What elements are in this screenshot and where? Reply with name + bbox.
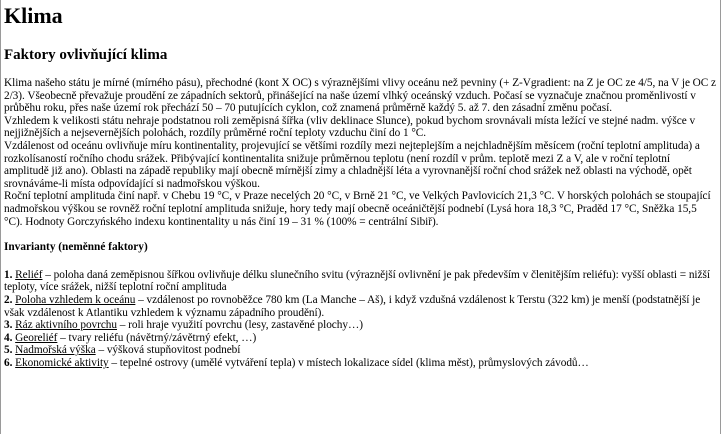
item-text: – vzdálenost po rovnoběžce 780 km (La Manche – Aš), i když vzdušná vzdálenost k Terstu (322 km) je menší (podstatnější je však vzdálenost k Atlantiku vzhledem k významu západního proudění). <box>4 293 701 319</box>
list-item <box>4 294 716 319</box>
item-term: Reliéf <box>15 268 43 281</box>
item-text: – výšková stupňovitost podnebí <box>95 344 241 357</box>
climate-description <box>4 77 716 228</box>
item-text: – roli hraje využití povrchu (lesy, zastavěné plochy…) <box>117 319 363 332</box>
item-number: 6. <box>4 356 13 369</box>
paragraph-continentality: Vzdálenost od oceánu ovlivňuje míru kontinentality, projevující se většími rozdíly mezi nejteplejším a nejchladnějším měsícem (roční teplotní amplituda) a rozkolísaností ročního chodu srážek. Přibývající kontinentalita snižuje průměrnou teplotu (není rozdíl v prům. teplotě mezi Z a V, ale v roční teplotní amplitudě již ano). Oblasti na západě republiky mají obecně mírnější zimy a chladnější léta a vyrovnanější roční chod srážek než oblasti na východě, opět srovnáváme-li místa odpovídající si nadmořskou výškou. <box>4 139 700 190</box>
item-term: Ekonomické aktivity <box>15 356 109 369</box>
item-number: 5. <box>4 344 13 357</box>
paragraph-overview: Klima našeho státu je mírné (mírného pásu), přechodné (kont X OC) s výraznějšími vlivy oceánu než pevniny (+ Z-Vgradient: na Z je OC ze 4/5, na V je OC z 2/3). Všeobecně převažuje proudění ze západních sektorů, přinášející na naše území vlhký oceánský vzduch. Počasí se vyznačuje značnou proměnlivostí v průběhu roku, přes naše území rok přechází 50 – 70 putujících cyklon, což znamená průměrně každý 5. až 7. den zásadní změnu počasí. <box>4 77 717 115</box>
page-title: Klima <box>4 3 63 28</box>
item-number: 4. <box>4 331 13 344</box>
document-page <box>4 0 716 369</box>
item-text: – poloha daná zeměpisnou šířkou ovlivňuje délku slunečního svitu (výraznější ovlivnění je pak především v členitějším reliéfu): vyšší oblasti = nižší teploty, více srážek, nižší teplotní roční amplituda <box>4 268 710 294</box>
paragraph-amplitude: Roční teplotní amplituda činí např. v Chebu 19 °C, v Praze necelých 20 °C, v Brně 21 °C, ve Velkých Pavlovicích 21,3 °C. V horských polohách se stoupající nadmořskou výškou se rovněž roční teplotní amplituda snižuje, hory tedy mají obecně oceáničtější podnebí (Lysá hora 18,3 °C, Praděd 17 °C, Sněžka 15,5 °C). Hodnoty Gorczyńského indexu kontinentality u nás činí 19 – 31 % (100% = centrální Sibiř). <box>4 190 711 228</box>
page-left-border <box>0 0 1 434</box>
invariants-list <box>4 269 716 370</box>
invariants-title: Invarianty (neměnné faktory) <box>4 241 148 254</box>
item-term: Georeliéf <box>15 331 58 344</box>
list-item <box>4 269 716 294</box>
item-text: – tepelné ostrovy (umělé vytváření tepla) v místech lokalizace sídel (klima měst), průmyslových závodů… <box>108 356 589 369</box>
item-text: – tvary reliéfu (návětrný/závětrný efekt, …) <box>57 331 257 344</box>
item-term: Poloha vzhledem k oceánu <box>15 293 136 306</box>
item-number: 2. <box>4 293 13 306</box>
list-item <box>4 357 716 370</box>
list-item <box>4 332 716 345</box>
list-item <box>4 344 716 357</box>
item-number: 1. <box>4 268 13 281</box>
item-term: Ráz aktivního povrchu <box>15 319 118 332</box>
item-number: 3. <box>4 319 13 332</box>
section-title: Faktory ovlivňující klima <box>4 47 168 63</box>
item-term: Nadmořská výška <box>15 344 96 357</box>
paragraph-latitude: Vzhledem k velikosti státu nehraje podstatnou roli zeměpisná šířka (vliv deklinace Slunce), pokud bychom srovnávali místa ležící ve stejné nadm. výšce v nejjižnějších a nejsevernějších polohách, rozdíly průměrné roční teploty vzduchu činí do 1 °C. <box>4 114 696 140</box>
list-item <box>4 319 716 332</box>
